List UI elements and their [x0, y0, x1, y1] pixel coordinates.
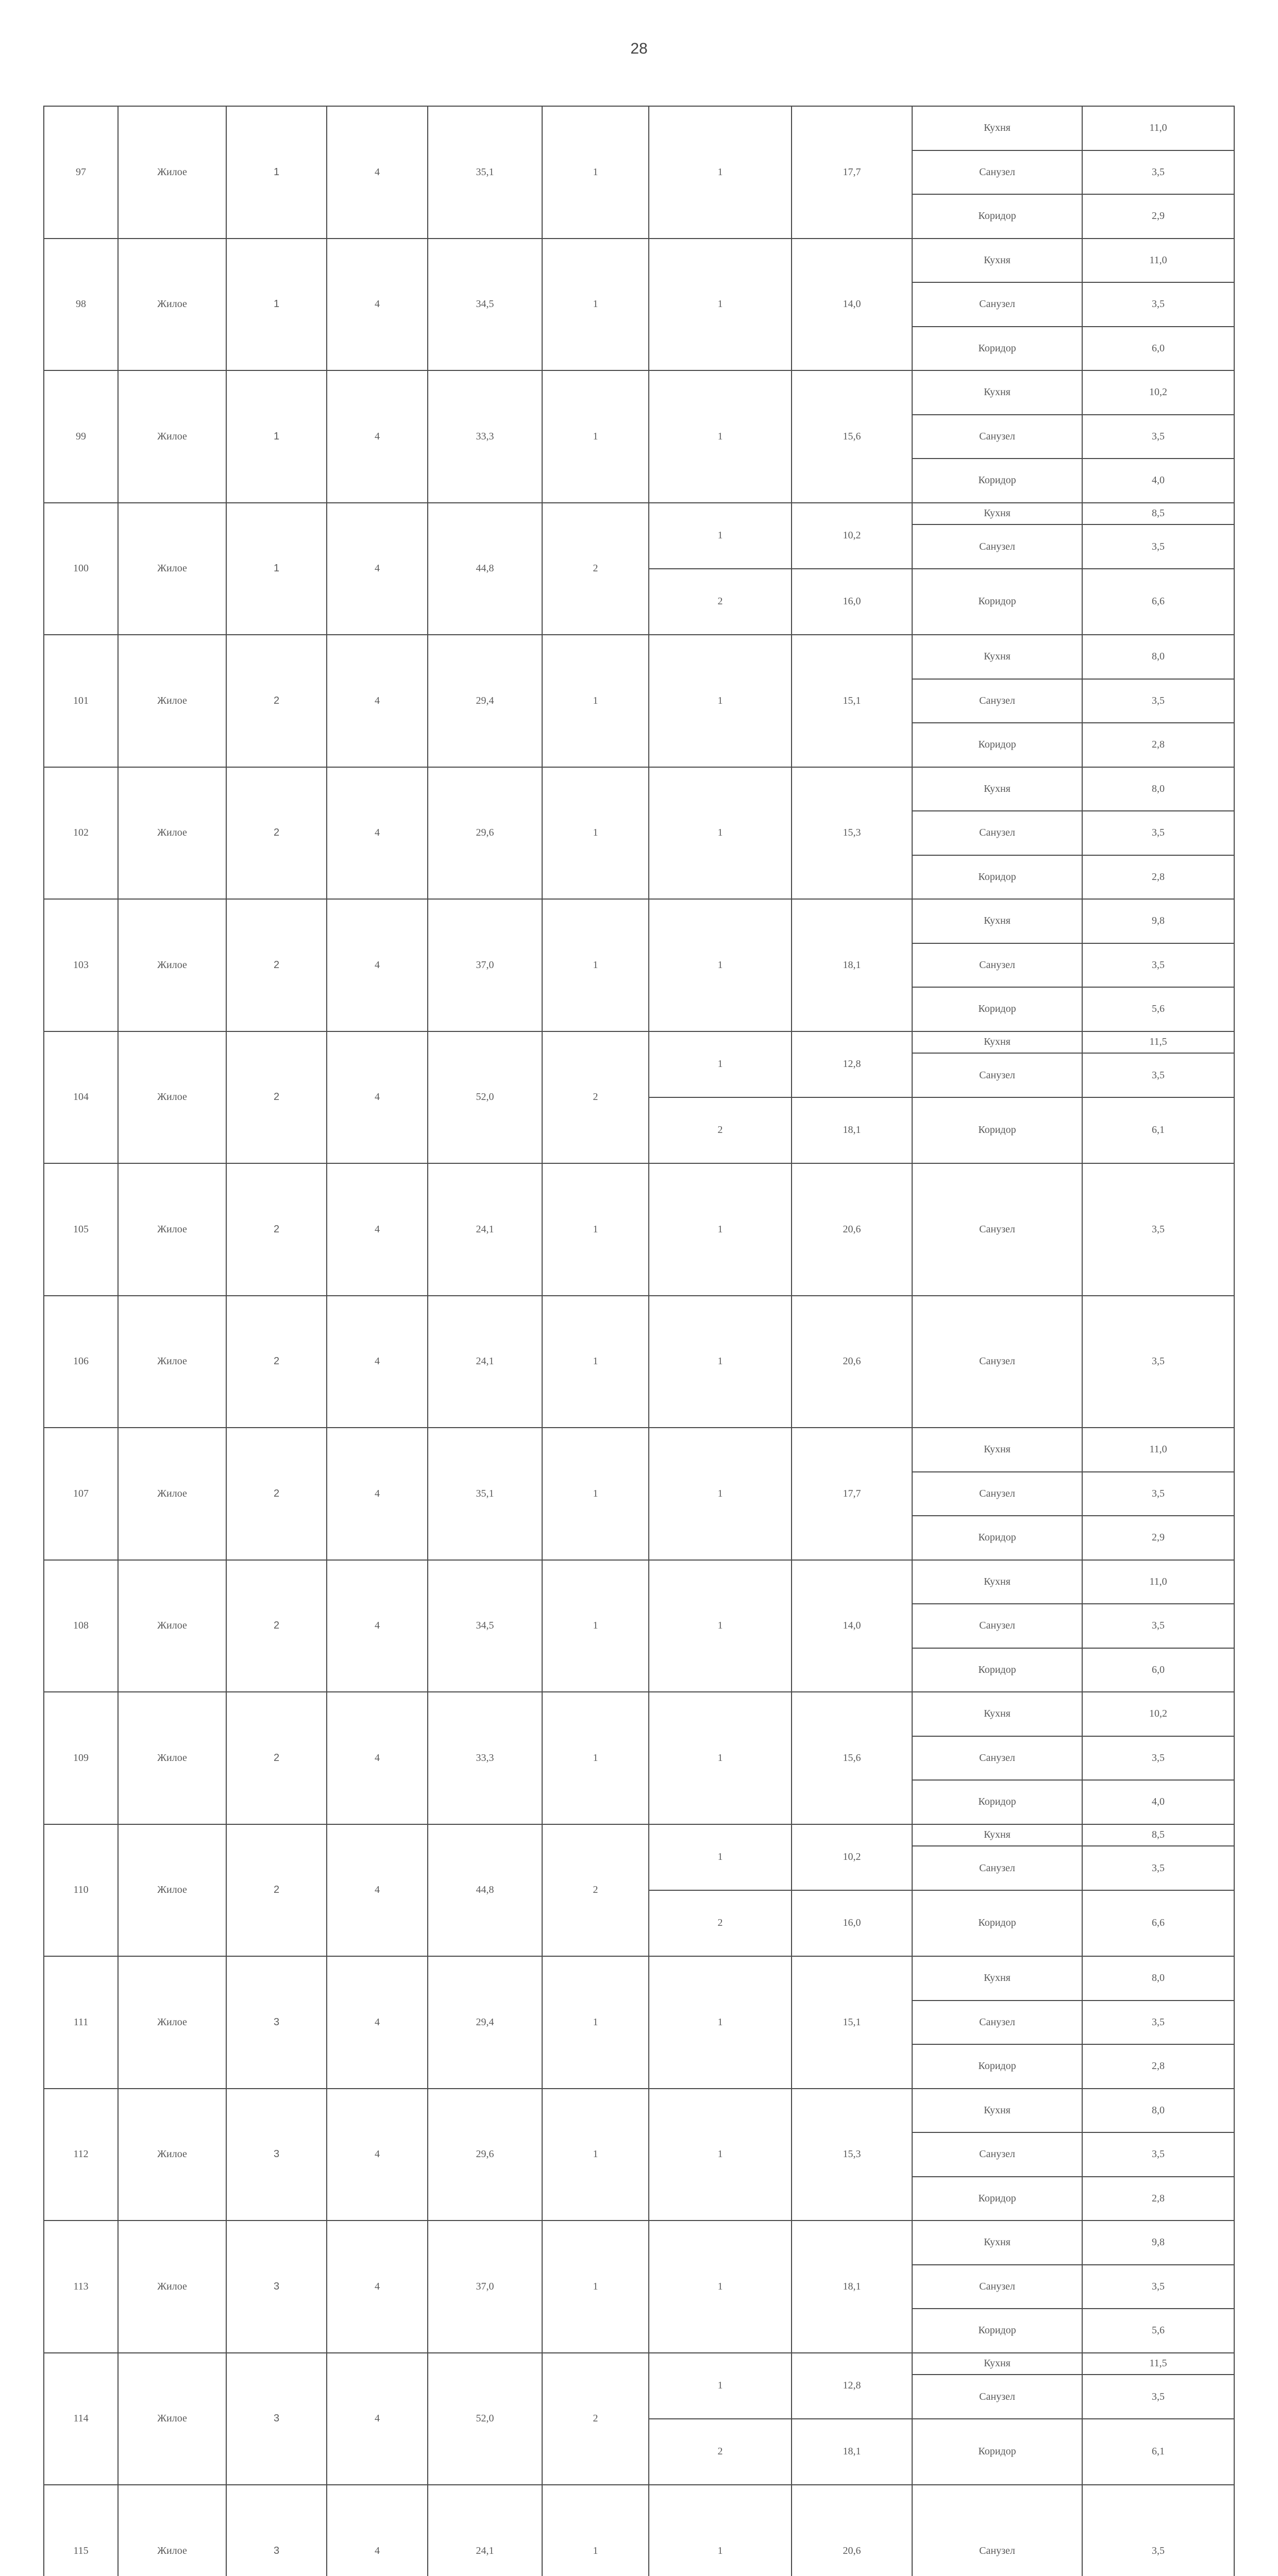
aux-room-name: Кухня	[912, 370, 1082, 415]
table-row	[44, 1296, 1234, 1318]
premise-type: Жилое	[118, 1560, 226, 1692]
room-area: 16,0	[792, 569, 912, 635]
aux-room-name: Санузел	[912, 943, 1082, 988]
apartment-number: 101	[44, 635, 118, 767]
ceiling-value: 4	[327, 1163, 428, 1296]
aux-room-name: Коридор	[912, 2044, 1082, 2089]
apartment-number: 110	[44, 1824, 118, 1957]
room-area: 15,1	[792, 635, 912, 767]
premise-type: Жилое	[118, 635, 226, 767]
aux-room-name: Санузел	[912, 1604, 1082, 1648]
room-area: 20,6	[792, 2485, 912, 2576]
room-number: 1	[649, 1824, 792, 1890]
floor-number: 1	[226, 370, 327, 503]
aux-room-area: 3,5	[1082, 811, 1234, 855]
page-number: 28	[630, 40, 648, 57]
room-area: 15,3	[792, 767, 912, 900]
rooms-count: 1	[542, 2221, 649, 2353]
aux-room-area: 8,0	[1082, 635, 1234, 679]
aux-room-area: 3,5	[1082, 150, 1234, 195]
floor-number: 2	[226, 767, 327, 900]
aux-room-name: Коридор	[912, 327, 1082, 371]
apartment-number: 108	[44, 1560, 118, 1692]
aux-room-name: Коридор	[912, 2177, 1082, 2221]
aux-room-area: 2,8	[1082, 2044, 1234, 2089]
room-area: 17,7	[792, 106, 912, 239]
total-area: 29,4	[428, 635, 542, 767]
total-area: 34,5	[428, 1560, 542, 1692]
aux-room-name: Кухня	[912, 1031, 1082, 1054]
premise-type: Жилое	[118, 1163, 226, 1296]
room-area: 14,0	[792, 1560, 912, 1692]
ceiling-value: 4	[327, 106, 428, 239]
room-area: 12,8	[792, 2353, 912, 2419]
table-row	[44, 2353, 1234, 2375]
aux-room-name: Кухня	[912, 239, 1082, 283]
aux-room-area: 6,1	[1082, 1097, 1234, 1163]
floor-number: 1	[226, 106, 327, 239]
aux-room-area: 3,5	[1082, 2375, 1234, 2419]
floor-number: 2	[226, 899, 327, 1031]
aux-room-name: Кухня	[912, 1428, 1082, 1472]
aux-room-name: Санузел	[912, 811, 1082, 855]
aux-room-area: 3,5	[1082, 679, 1234, 723]
rooms-count: 1	[542, 1163, 649, 1296]
room-area: 15,1	[792, 1956, 912, 2089]
ceiling-value: 4	[327, 1296, 428, 1428]
total-area: 34,5	[428, 239, 542, 371]
total-area: 44,8	[428, 503, 542, 635]
apartment-number: 105	[44, 1163, 118, 1296]
room-area: 17,7	[792, 1428, 912, 1560]
aux-room-name: Кухня	[912, 106, 1082, 150]
aux-room-area: 3,5	[1082, 1472, 1234, 1516]
ceiling-value: 4	[327, 899, 428, 1031]
aux-room-name: Кухня	[912, 1692, 1082, 1736]
aux-room-name: Санузел	[912, 2001, 1082, 2045]
ceiling-value: 4	[327, 767, 428, 900]
room-number: 1	[649, 635, 792, 767]
room-number: 1	[649, 2089, 792, 2221]
aux-room-area: 11,0	[1082, 106, 1234, 150]
floor-number: 2	[226, 1031, 327, 1164]
aux-room-area: 9,8	[1082, 899, 1234, 943]
table-row	[44, 239, 1234, 261]
apartment-number: 106	[44, 1296, 118, 1428]
table-row	[44, 1031, 1234, 1054]
total-area: 24,1	[428, 2485, 542, 2576]
aux-room-name: Коридор	[912, 569, 1082, 635]
table-row	[44, 2485, 1234, 2507]
aux-room-area: 11,5	[1082, 2353, 1234, 2375]
total-area: 29,6	[428, 2089, 542, 2221]
apartment-number: 103	[44, 899, 118, 1031]
table-row	[44, 1956, 1234, 1978]
floor-number: 2	[226, 1296, 327, 1428]
aux-room-name: Кухня	[912, 767, 1082, 811]
table-row	[44, 1824, 1234, 1846]
ceiling-value: 4	[327, 2485, 428, 2576]
aux-room-area: 8,5	[1082, 503, 1234, 525]
room-area: 15,6	[792, 370, 912, 503]
apartment-number: 107	[44, 1428, 118, 1560]
ceiling-value: 4	[327, 1560, 428, 1692]
aux-room-area: 3,5	[1082, 2001, 1234, 2045]
room-number: 1	[649, 106, 792, 239]
aux-room-area: 2,9	[1082, 194, 1234, 239]
aux-room-area: 3,5	[1082, 2485, 1234, 2576]
room-area: 20,6	[792, 1163, 912, 1296]
table-row	[44, 106, 1234, 128]
total-area: 24,1	[428, 1163, 542, 1296]
rooms-count: 1	[542, 767, 649, 900]
table-row	[44, 1163, 1234, 1185]
apartment-number: 97	[44, 106, 118, 239]
aux-room-area: 3,5	[1082, 282, 1234, 327]
aux-room-name: Санузел	[912, 2265, 1082, 2309]
total-area: 44,8	[428, 1824, 542, 1957]
aux-room-name: Коридор	[912, 723, 1082, 767]
apartment-number: 100	[44, 503, 118, 635]
premise-type: Жилое	[118, 503, 226, 635]
room-area: 12,8	[792, 1031, 912, 1097]
ceiling-value: 4	[327, 503, 428, 635]
room-area: 18,1	[792, 2419, 912, 2485]
aux-room-name: Коридор	[912, 1516, 1082, 1560]
ceiling-value: 4	[327, 1428, 428, 1560]
floor-number: 3	[226, 2485, 327, 2576]
total-area: 37,0	[428, 899, 542, 1031]
aux-room-area: 3,5	[1082, 1163, 1234, 1296]
rooms-count: 1	[542, 1956, 649, 2089]
ceiling-value: 4	[327, 2353, 428, 2485]
rooms-count: 1	[542, 899, 649, 1031]
aux-room-name: Санузел	[912, 524, 1082, 569]
room-area: 10,2	[792, 1824, 912, 1890]
aux-room-area: 10,2	[1082, 1692, 1234, 1736]
room-number: 1	[649, 239, 792, 371]
aux-room-area: 3,5	[1082, 2265, 1234, 2309]
premise-type: Жилое	[118, 370, 226, 503]
total-area: 24,1	[428, 1296, 542, 1428]
ceiling-value: 4	[327, 1031, 428, 1164]
total-area: 37,0	[428, 2221, 542, 2353]
aux-room-area: 3,5	[1082, 2132, 1234, 2177]
aux-room-area: 6,0	[1082, 327, 1234, 371]
aux-room-area: 3,5	[1082, 415, 1234, 459]
aux-room-name: Санузел	[912, 2485, 1082, 2576]
premise-type: Жилое	[118, 239, 226, 371]
aux-room-area: 4,0	[1082, 459, 1234, 503]
rooms-count: 1	[542, 2089, 649, 2221]
room-number: 2	[649, 2419, 792, 2485]
room-number: 1	[649, 767, 792, 900]
rooms-count: 2	[542, 1824, 649, 1957]
apartment-number: 112	[44, 2089, 118, 2221]
aux-room-area: 3,5	[1082, 1604, 1234, 1648]
aux-room-name: Санузел	[912, 1296, 1082, 1428]
premise-type: Жилое	[118, 1956, 226, 2089]
aux-room-area: 2,8	[1082, 723, 1234, 767]
rooms-count: 2	[542, 1031, 649, 1164]
premise-type: Жилое	[118, 2353, 226, 2485]
room-area: 18,1	[792, 2221, 912, 2353]
aux-room-name: Коридор	[912, 2309, 1082, 2353]
aux-room-name: Коридор	[912, 1890, 1082, 1956]
aux-room-name: Кухня	[912, 899, 1082, 943]
rooms-count: 1	[542, 2485, 649, 2576]
aux-room-name: Санузел	[912, 415, 1082, 459]
ceiling-value: 4	[327, 1824, 428, 1957]
aux-room-area: 2,9	[1082, 1516, 1234, 1560]
premise-type: Жилое	[118, 1692, 226, 1824]
rooms-count: 1	[542, 1428, 649, 1560]
aux-room-name: Коридор	[912, 1097, 1082, 1163]
table-row	[44, 899, 1234, 921]
aux-room-name: Санузел	[912, 150, 1082, 195]
aux-room-area: 8,5	[1082, 1824, 1234, 1846]
aux-room-area: 10,2	[1082, 370, 1234, 415]
aux-room-area: 3,5	[1082, 1296, 1234, 1428]
aux-room-area: 3,5	[1082, 1053, 1234, 1097]
aux-room-name: Санузел	[912, 1472, 1082, 1516]
aux-room-name: Кухня	[912, 1956, 1082, 2001]
aux-room-area: 3,5	[1082, 1846, 1234, 1890]
total-area: 33,3	[428, 1692, 542, 1824]
aux-room-area: 5,6	[1082, 2309, 1234, 2353]
aux-room-area: 8,0	[1082, 767, 1234, 811]
table-row	[44, 635, 1234, 657]
aux-room-name: Кухня	[912, 1824, 1082, 1846]
room-area: 10,2	[792, 503, 912, 569]
aux-room-name: Санузел	[912, 2132, 1082, 2177]
total-area: 52,0	[428, 2353, 542, 2485]
aux-room-name: Санузел	[912, 1163, 1082, 1296]
room-number: 1	[649, 1560, 792, 1692]
room-area: 20,6	[792, 1296, 912, 1428]
premise-type: Жилое	[118, 2221, 226, 2353]
aux-room-name: Санузел	[912, 679, 1082, 723]
aux-room-area: 11,0	[1082, 1560, 1234, 1604]
aux-room-name: Санузел	[912, 282, 1082, 327]
floor-number: 3	[226, 2221, 327, 2353]
ceiling-value: 4	[327, 635, 428, 767]
premise-type: Жилое	[118, 2485, 226, 2576]
apartment-number: 113	[44, 2221, 118, 2353]
ceiling-value: 4	[327, 2089, 428, 2221]
aux-room-name: Кухня	[912, 503, 1082, 525]
rooms-count: 1	[542, 1692, 649, 1824]
room-number: 1	[649, 2221, 792, 2353]
premise-type: Жилое	[118, 2089, 226, 2221]
floor-number: 2	[226, 1428, 327, 1560]
premise-type: Жилое	[118, 767, 226, 900]
aux-room-area: 9,8	[1082, 2221, 1234, 2265]
aux-room-area: 8,0	[1082, 1956, 1234, 2001]
ceiling-value: 4	[327, 1692, 428, 1824]
aux-room-name: Кухня	[912, 2089, 1082, 2133]
aux-room-area: 2,8	[1082, 855, 1234, 900]
aux-room-area: 3,5	[1082, 943, 1234, 988]
room-area: 15,3	[792, 2089, 912, 2221]
aux-room-area: 11,0	[1082, 239, 1234, 283]
floor-number: 3	[226, 2089, 327, 2221]
aux-room-area: 8,0	[1082, 2089, 1234, 2133]
apartment-number: 114	[44, 2353, 118, 2485]
floor-number: 3	[226, 1956, 327, 2089]
table-row	[44, 767, 1234, 789]
ceiling-value: 4	[327, 239, 428, 371]
aux-room-name: Кухня	[912, 1560, 1082, 1604]
room-number: 1	[649, 899, 792, 1031]
aux-room-area: 5,6	[1082, 987, 1234, 1031]
table-row	[44, 370, 1234, 393]
room-number: 1	[649, 2485, 792, 2576]
rooms-count: 1	[542, 239, 649, 371]
aux-room-name: Санузел	[912, 2375, 1082, 2419]
aux-room-name: Кухня	[912, 635, 1082, 679]
apartment-number: 109	[44, 1692, 118, 1824]
floor-number: 2	[226, 635, 327, 767]
apartment-number: 111	[44, 1956, 118, 2089]
room-area: 18,1	[792, 899, 912, 1031]
premise-type: Жилое	[118, 106, 226, 239]
floor-number: 2	[226, 1163, 327, 1296]
total-area: 35,1	[428, 1428, 542, 1560]
premise-type: Жилое	[118, 1824, 226, 1957]
premise-type: Жилое	[118, 899, 226, 1031]
room-number: 1	[649, 1692, 792, 1824]
aux-room-area: 6,6	[1082, 1890, 1234, 1956]
aux-room-name: Коридор	[912, 1780, 1082, 1824]
rooms-count: 1	[542, 1560, 649, 1692]
floor-number: 1	[226, 239, 327, 371]
room-area: 16,0	[792, 1890, 912, 1956]
aux-room-area: 2,8	[1082, 2177, 1234, 2221]
floor-number: 2	[226, 1824, 327, 1957]
room-number: 1	[649, 370, 792, 503]
aux-room-name: Кухня	[912, 2353, 1082, 2375]
total-area: 35,1	[428, 106, 542, 239]
aux-room-area: 6,0	[1082, 1648, 1234, 1692]
ceiling-value: 4	[327, 370, 428, 503]
total-area: 29,6	[428, 767, 542, 900]
room-number: 2	[649, 1097, 792, 1163]
apartment-number: 102	[44, 767, 118, 900]
aux-room-name: Коридор	[912, 987, 1082, 1031]
room-number: 2	[649, 569, 792, 635]
rooms-count: 1	[542, 1296, 649, 1428]
apartments-table	[43, 106, 1235, 2576]
aux-room-area: 11,5	[1082, 1031, 1234, 1054]
total-area: 52,0	[428, 1031, 542, 1164]
room-number: 1	[649, 1296, 792, 1428]
rooms-count: 2	[542, 2353, 649, 2485]
room-number: 1	[649, 2353, 792, 2419]
total-area: 33,3	[428, 370, 542, 503]
aux-room-area: 4,0	[1082, 1780, 1234, 1824]
aux-room-name: Коридор	[912, 855, 1082, 900]
aux-room-name: Коридор	[912, 1648, 1082, 1692]
rooms-count: 1	[542, 106, 649, 239]
aux-room-area: 3,5	[1082, 1736, 1234, 1781]
room-number: 1	[649, 1428, 792, 1560]
room-area: 14,0	[792, 239, 912, 371]
premise-type: Жилое	[118, 1031, 226, 1164]
table-row	[44, 2221, 1234, 2243]
apartment-number: 104	[44, 1031, 118, 1164]
room-area: 18,1	[792, 1097, 912, 1163]
table-row	[44, 1428, 1234, 1450]
aux-room-area: 11,0	[1082, 1428, 1234, 1472]
aux-room-name: Коридор	[912, 2419, 1082, 2485]
room-number: 1	[649, 1163, 792, 1296]
apartment-number: 98	[44, 239, 118, 371]
aux-room-area: 6,6	[1082, 569, 1234, 635]
floor-number: 3	[226, 2353, 327, 2485]
table-row	[44, 2089, 1234, 2111]
room-area: 15,6	[792, 1692, 912, 1824]
room-number: 2	[649, 1890, 792, 1956]
room-number: 1	[649, 1956, 792, 2089]
aux-room-name: Санузел	[912, 1846, 1082, 1890]
table-row	[44, 1560, 1234, 1582]
aux-room-name: Санузел	[912, 1053, 1082, 1097]
room-number: 1	[649, 503, 792, 569]
floor-number: 1	[226, 503, 327, 635]
apartment-number: 115	[44, 2485, 118, 2576]
rooms-count: 2	[542, 503, 649, 635]
aux-room-name: Кухня	[912, 2221, 1082, 2265]
table-row	[44, 503, 1234, 525]
rooms-count: 1	[542, 370, 649, 503]
premise-type: Жилое	[118, 1296, 226, 1428]
ceiling-value: 4	[327, 2221, 428, 2353]
ceiling-value: 4	[327, 1956, 428, 2089]
floor-number: 2	[226, 1560, 327, 1692]
aux-room-area: 6,1	[1082, 2419, 1234, 2485]
total-area: 29,4	[428, 1956, 542, 2089]
rooms-count: 1	[542, 635, 649, 767]
aux-room-name: Коридор	[912, 459, 1082, 503]
apartment-number: 99	[44, 370, 118, 503]
room-number: 1	[649, 1031, 792, 1097]
premise-type: Жилое	[118, 1428, 226, 1560]
aux-room-name: Санузел	[912, 1736, 1082, 1781]
aux-room-name: Коридор	[912, 194, 1082, 239]
aux-room-area: 3,5	[1082, 524, 1234, 569]
table-row	[44, 1692, 1234, 1714]
floor-number: 2	[226, 1692, 327, 1824]
